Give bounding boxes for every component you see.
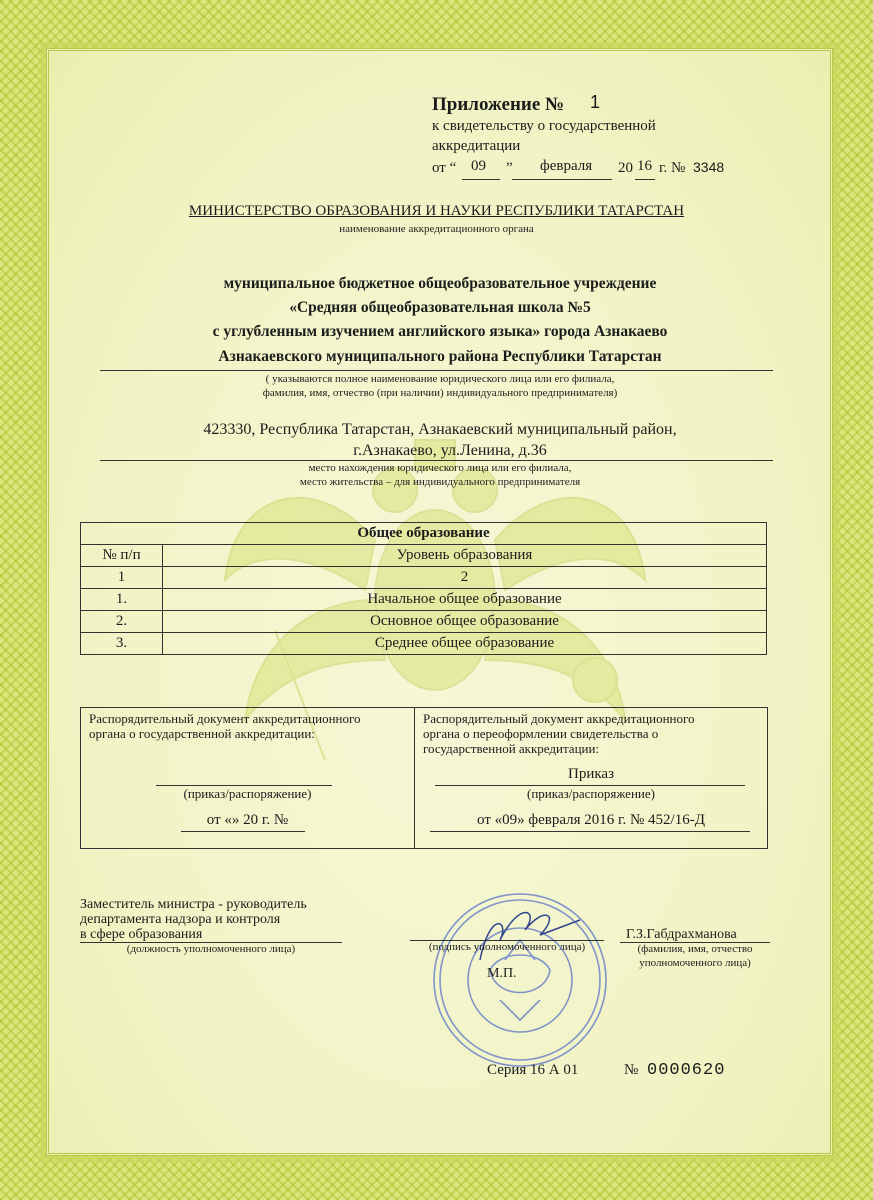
table-row	[81, 633, 767, 655]
left-header-line-1: Распорядительный документ аккредитационного	[89, 711, 361, 726]
signer-position-line-1: Заместитель министра - руководитель	[80, 897, 307, 912]
signer-position-line-3: в сфере образования	[80, 927, 203, 942]
appendix-date-day: 09	[471, 158, 486, 174]
appendix-number: 1	[590, 92, 601, 112]
accreditation-document-column	[81, 708, 415, 848]
right-header-line-3: государственной аккредитации:	[423, 741, 600, 756]
col-index-number: 1	[81, 567, 163, 589]
school-name-line-4: Азнакаевского муниципального района Республики Татарстан	[218, 348, 662, 365]
address-line-2: г.Азнакаево, ул.Ленина, д.36	[353, 442, 547, 459]
right-order-type: Приказ	[567, 766, 614, 782]
table-header-row	[81, 545, 767, 567]
school-name-line-1: муниципальное бюджетное общеобразовательное учреждение	[223, 275, 657, 292]
signer-position-line-2: департамента надзора и контроля	[80, 912, 281, 927]
address-line-1: 423330, Республика Татарстан, Азнакаевский муниципальный район,	[203, 421, 677, 438]
signer-name-caption-1: (фамилия, имя, отчество	[637, 943, 753, 955]
signature-caption: (подпись уполномоченного лица)	[428, 941, 586, 953]
appendix-date-quote: ”	[506, 160, 513, 176]
signer-name: Г.З.Габдрахманова	[626, 927, 737, 942]
left-header-line-2: органа о государственной аккредитации:	[89, 726, 315, 741]
serial-number: 0000620	[647, 1061, 726, 1080]
table-title-row	[81, 523, 767, 545]
address-caption-1: место нахождения юридического лица или его филиала,	[308, 462, 572, 474]
appendix-line-1: к свидетельству о государственной	[432, 118, 656, 134]
official-seal-stamp	[430, 890, 610, 1070]
row-number: 3.	[81, 633, 163, 655]
col-index-level: 2	[163, 567, 767, 589]
signer-position-caption: (должность уполномоченного лица)	[126, 943, 296, 955]
ministry-caption: наименование аккредитационного органа	[339, 223, 534, 235]
stamp-place-label: М.П.	[487, 966, 517, 981]
row-level: Основное общее образование	[163, 611, 767, 633]
school-name-line-2: «Средняя общеобразовательная школа №5	[289, 299, 591, 316]
appendix-date-month: февраля	[540, 158, 593, 174]
school-name-line-3: с углубленным изучением английского языка» города Азнакаево	[212, 323, 668, 340]
col-header-number: № п/п	[81, 545, 163, 567]
education-levels-table	[80, 522, 767, 655]
row-number: 1.	[81, 589, 163, 611]
administrative-documents-box	[80, 707, 768, 849]
right-header-line-1: Распорядительный документ аккредитационного	[423, 711, 695, 726]
appendix-reg-number: 3348	[693, 159, 725, 175]
serial-number-prefix: №	[624, 1062, 639, 1078]
left-order-caption: (приказ/распоряжение)	[183, 786, 312, 801]
appendix-reg-prefix: г. №	[659, 160, 686, 176]
right-header-line-2: органа о переоформлении свидетельства о	[423, 726, 659, 741]
right-order-date: от «09» февраля 2016 г. № 452/16-Д	[477, 812, 705, 828]
school-caption-1: ( указываются полное наименование юридического лица или его филиала,	[265, 373, 615, 385]
table-row	[81, 611, 767, 633]
serial-series: Серия 16 А 01	[487, 1062, 579, 1078]
reissue-document-column	[415, 708, 767, 848]
signer-name-caption-2: уполномоченного лица)	[639, 957, 751, 969]
appendix-year-suffix: 16	[637, 158, 652, 174]
row-level: Среднее общее образование	[163, 633, 767, 655]
right-order-caption: (приказ/распоряжение)	[527, 786, 655, 801]
appendix-title: Приложение №	[432, 94, 565, 115]
table-index-row	[81, 567, 767, 589]
row-number: 2.	[81, 611, 163, 633]
col-header-level: Уровень образования	[163, 545, 767, 567]
appendix-date-prefix: от “	[432, 160, 457, 176]
appendix-year-prefix: 20	[618, 160, 633, 176]
row-level: Начальное общее образование	[163, 589, 767, 611]
appendix-line-2: аккредитации	[432, 138, 521, 154]
address-caption-2: место жительства – для индивидуального предпринимателя	[299, 476, 581, 488]
table-title: Общее образование	[81, 523, 767, 545]
school-caption-2: фамилия, имя, отчество (при наличии) индивидуального предпринимателя)	[262, 387, 618, 399]
ministry-name: МИНИСТЕРСТВО ОБРАЗОВАНИЯ И НАУКИ РЕСПУБЛИКИ ТАТАРСТАН	[188, 203, 685, 219]
left-order-date: от «» 20 г. №	[206, 812, 289, 828]
table-row	[81, 589, 767, 611]
